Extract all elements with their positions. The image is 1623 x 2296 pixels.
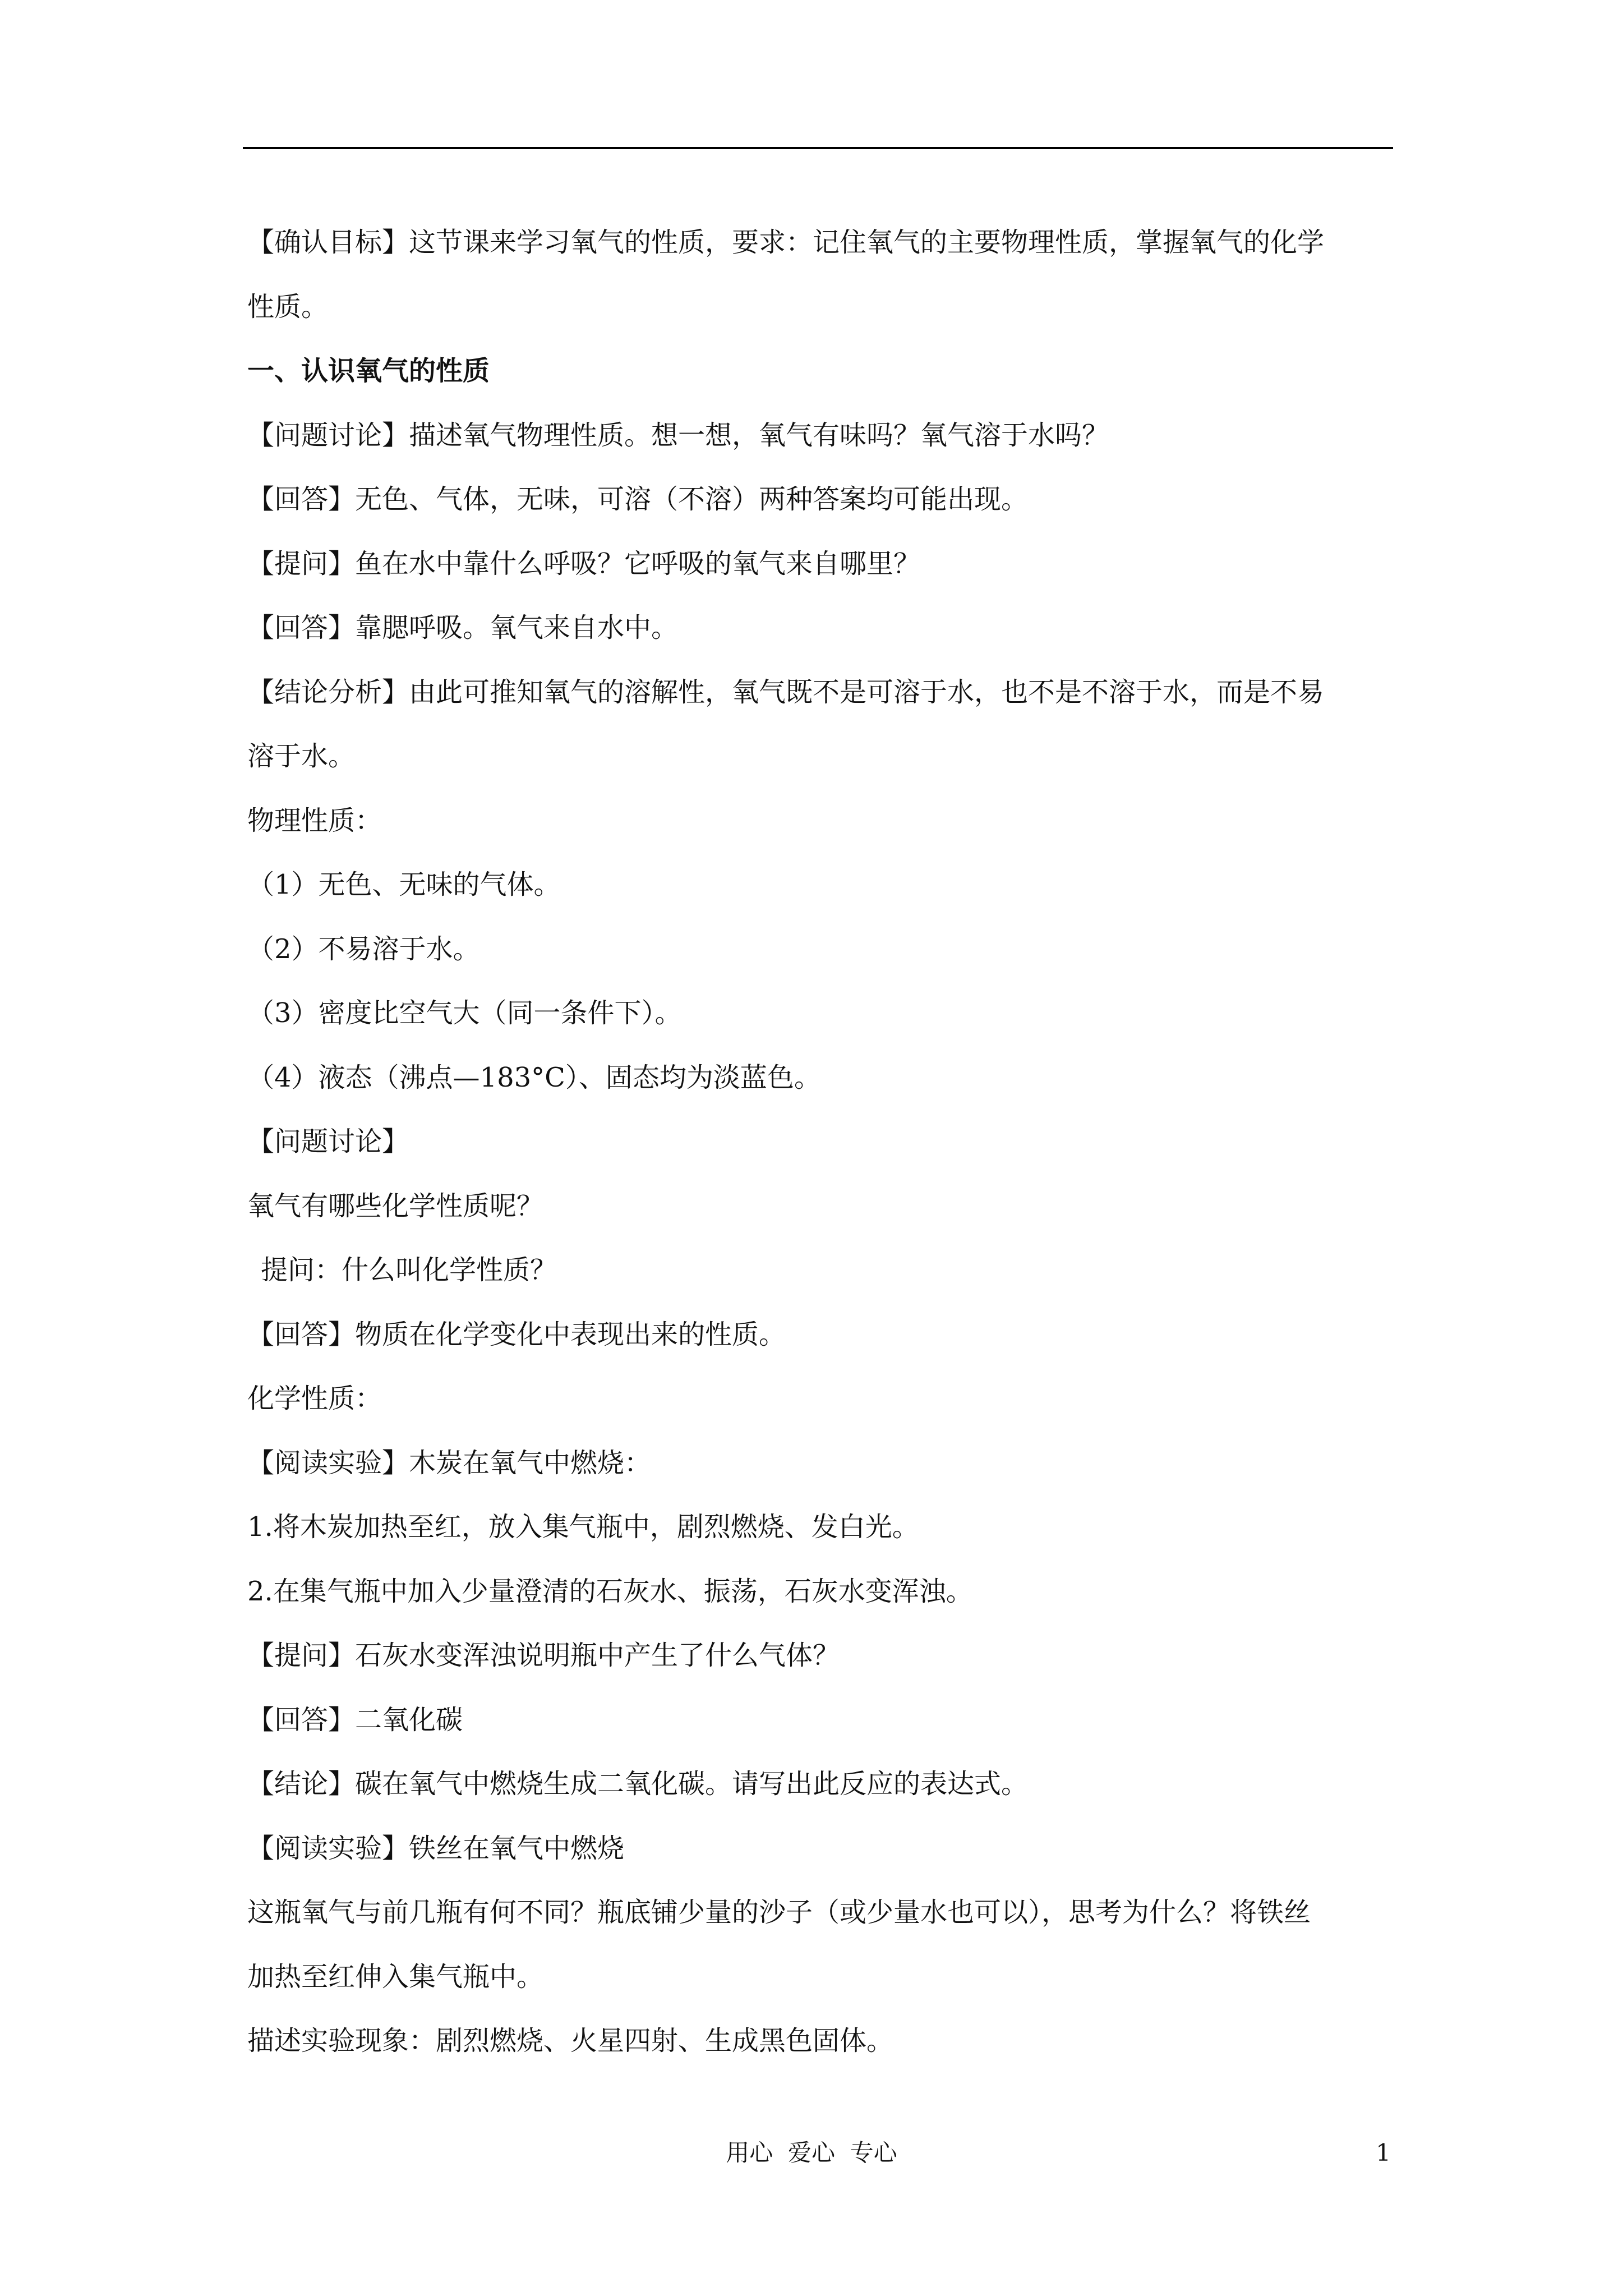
page-number: 1 <box>1376 2139 1391 2166</box>
text-line: 【问题讨论】描述氧气物理性质。想一想，氧气有味吗？氧气溶于水吗？ <box>247 419 1109 451</box>
text-line: 加热至红伸入集气瓶中。 <box>247 1961 544 1993</box>
text-line: 【问题讨论】 <box>247 1126 409 1157</box>
text-line: 性质。 <box>247 291 329 323</box>
text-line: 【阅读实验】木炭在氧气中燃烧： <box>247 1447 652 1479</box>
text-line: （2）不易溶于水。 <box>247 933 480 965</box>
text-line: 物理性质： <box>247 804 382 836</box>
text-line: 提问：什么叫化学性质？ <box>261 1254 557 1286</box>
text-line: 【阅读实验】铁丝在氧气中燃烧 <box>247 1832 625 1864</box>
text-line: （3）密度比空气大（同一条件下）。 <box>247 997 682 1029</box>
text-line: （1）无色、无味的气体。 <box>247 869 561 900</box>
text-line: 这瓶氧气与前几瓶有何不同？瓶底铺少量的沙子（或少量水也可以），思考为什么？将铁丝 <box>247 1897 1311 1928</box>
text-line: 【提问】石灰水变浑浊说明瓶中产生了什么气体？ <box>247 1640 840 1671</box>
text-line: 【回答】物质在化学变化中表现出来的性质。 <box>247 1318 786 1350</box>
text-line: 【回答】靠腮呼吸。氧气来自水中。 <box>247 612 679 643</box>
section-heading: 一、认识氧气的性质 <box>247 355 490 386</box>
text-line: 化学性质： <box>247 1383 382 1414</box>
text-line: 描述实验现象：剧烈燃烧、火星四射、生成黑色固体。 <box>247 2025 894 2056</box>
text-line: 【回答】无色、气体，无味，可溶（不溶）两种答案均可能出现。 <box>247 484 1029 515</box>
text-line: 【提问】鱼在水中靠什么呼吸？它呼吸的氧气来自哪里？ <box>247 547 921 579</box>
footer-motto: 用心 爱心 专心 <box>726 2139 897 2166</box>
text-line: （4）液态（沸点—183°C）、固态均为淡蓝色。 <box>247 1061 821 1093</box>
text-line: 【确认目标】这节课来学习氧气的性质，要求：记住氧气的主要物理性质，掌握氧气的化学 <box>247 227 1325 258</box>
text-line: 氧气有哪些化学性质呢？ <box>247 1190 544 1222</box>
text-line: 【结论】碳在氧气中燃烧生成二氧化碳。请写出此反应的表达式。 <box>247 1768 1029 1800</box>
header-rule <box>243 147 1393 149</box>
text-line: 溶于水。 <box>247 740 356 772</box>
text-line: 【结论分析】由此可推知氧气的溶解性，氧气既不是可溶于水，也不是不溶于水，而是不易 <box>247 676 1325 708</box>
document-body <box>247 210 1391 2073</box>
text-line: 【回答】二氧化碳 <box>247 1704 463 1736</box>
text-line: 2.在集气瓶中加入少量澄清的石灰水、振荡，石灰水变浑浊。 <box>247 1575 973 1607</box>
text-line: 1.将木炭加热至红，放入集气瓶中，剧烈燃烧、发白光。 <box>247 1511 919 1543</box>
